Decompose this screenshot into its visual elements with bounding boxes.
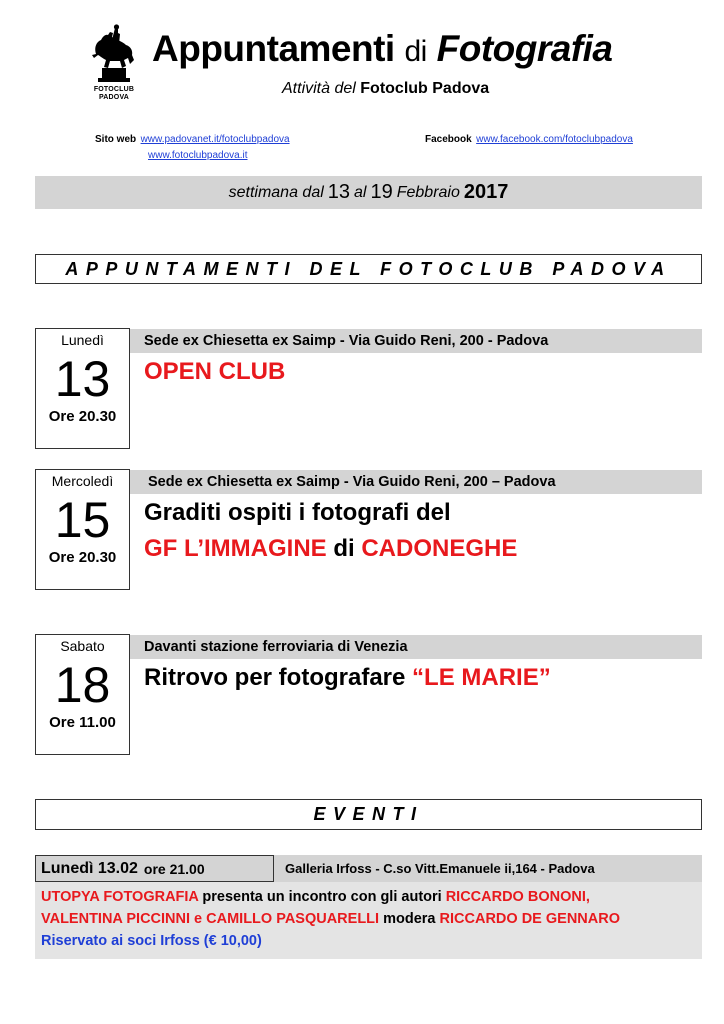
date-box-13	[35, 328, 130, 449]
title-di: di	[333, 535, 355, 562]
event-date-cell	[35, 855, 274, 882]
event-note: Riservato ai soci Irfoss (€ 10,00)	[41, 933, 262, 949]
location-bar: Sede ex Chiesetta ex Saimp - Via Guido Reni, 200 – Padova	[130, 470, 702, 494]
guest-group-town: CADONEGHE	[361, 535, 518, 562]
week-year: 2017	[463, 181, 509, 203]
section-heading-appuntamenti: APPUNTAMENTI DEL FOTOCLUB PADOVA	[35, 254, 702, 284]
website-label: Sito web	[95, 134, 137, 145]
facebook-label: Facebook	[425, 134, 472, 145]
week-banner	[35, 176, 702, 209]
date-number: 15	[54, 492, 111, 548]
website-row-2	[148, 145, 248, 163]
event-text-modera: modera	[383, 911, 436, 927]
date-time: Ore 11.00	[49, 714, 116, 731]
week-al: al	[354, 183, 367, 201]
date-day: Lunedì	[61, 332, 104, 348]
event-title-text: Ritrovo per fotografare	[144, 664, 406, 691]
fotoclub-logo	[88, 24, 140, 106]
website-link-padovanet[interactable]: www.padovanet.it/fotoclubpadova	[140, 134, 290, 145]
event-title-line2	[144, 535, 517, 563]
event-author-1: RICCARDO BONONI,	[445, 889, 590, 905]
title-main: Appuntamenti	[152, 28, 395, 69]
location-bar: Sede ex Chiesetta ex Saimp - Via Guido Reni, 200 - Padova	[130, 329, 702, 353]
week-from: 13	[327, 181, 351, 203]
event-desc-line2	[41, 908, 702, 930]
subtitle-fotoclub: Fotoclub Padova	[360, 80, 490, 97]
page-title	[152, 28, 613, 70]
location-bar: Davanti stazione ferroviaria di Venezia	[130, 635, 702, 659]
event-time: ore 21.00	[143, 860, 205, 877]
event-title-highlight: “LE MARIE”	[412, 664, 551, 691]
facebook-link[interactable]: www.facebook.com/fotoclubpadova	[476, 134, 633, 145]
title-di: di	[404, 35, 427, 68]
date-time: Ore 20.30	[48, 549, 117, 566]
week-month: Febbraio	[396, 183, 460, 201]
website-link-fotoclub[interactable]: www.fotoclubpadova.it	[148, 150, 248, 161]
date-number: 13	[54, 351, 111, 407]
event-text: presenta un incontro con gli autori	[202, 889, 442, 905]
event-organizer: UTOPYA FOTOGRAFIA	[41, 889, 199, 905]
facebook-row	[425, 129, 633, 147]
date-box-18	[35, 634, 130, 755]
week-prefix: settimana dal	[228, 183, 324, 201]
subtitle-attivita: Attività del	[282, 80, 356, 97]
page-subtitle	[282, 80, 489, 98]
event-place-cell: Galleria Irfoss - C.so Vitt.Emanuele ii,164 - Padova	[274, 855, 702, 882]
date-time: Ore 20.30	[48, 408, 117, 425]
logo-text-padova: PADOVA	[98, 94, 130, 101]
event-moderator: RICCARDO DE GENNARO	[439, 911, 620, 927]
event-authors-2: VALENTINA PICCINNI e CAMILLO PASQUARELLI	[41, 911, 380, 927]
logo-text-fotoclub: FOTOCLUB	[93, 86, 135, 93]
week-to: 19	[370, 181, 393, 203]
date-box-15	[35, 469, 130, 590]
date-number: 18	[54, 657, 111, 713]
horse-rider-statue-icon	[88, 24, 140, 86]
section-heading-eventi: EVENTI	[35, 799, 702, 830]
date-day: Mercoledì	[51, 473, 114, 489]
event-title-open-club: OPEN CLUB	[144, 358, 286, 385]
event-title-le-marie	[144, 664, 551, 692]
event-description	[35, 882, 702, 959]
event-date: Lunedì 13.02	[41, 859, 138, 877]
date-day: Sabato	[60, 638, 105, 654]
guest-group-name: GF L’IMMAGINE	[144, 535, 327, 562]
event-desc-line1	[41, 886, 702, 908]
title-fotografia: Fotografia	[436, 28, 613, 69]
event-title-line1: Graditi ospiti i fotografi del	[144, 499, 451, 526]
